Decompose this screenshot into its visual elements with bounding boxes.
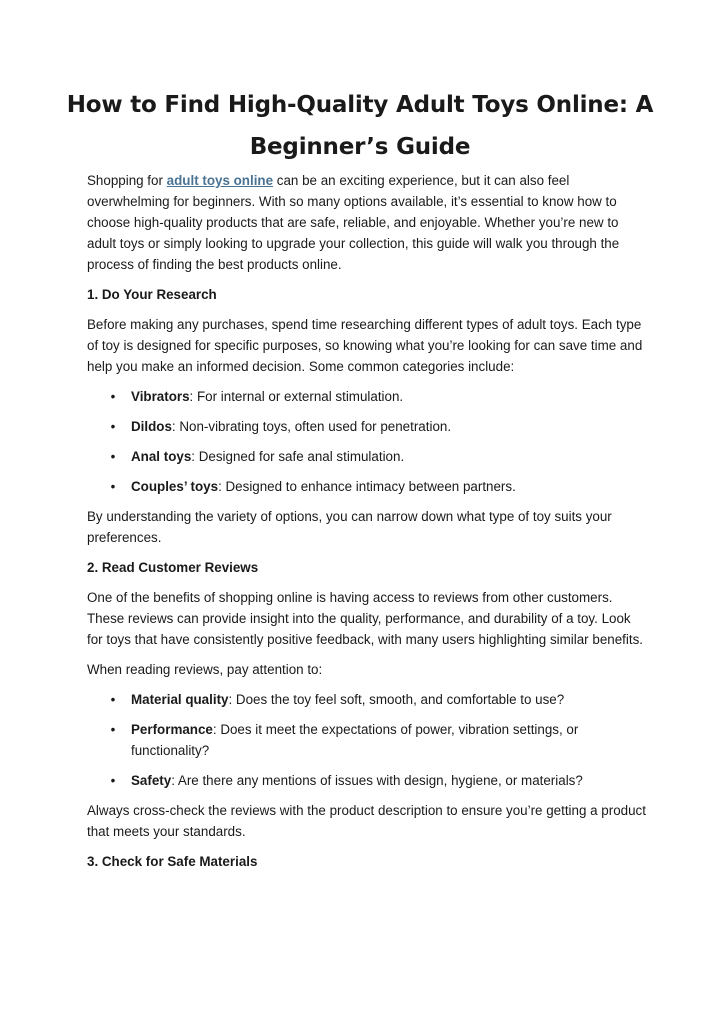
bullet-icon: • (110, 389, 116, 404)
list-item-desc: : For internal or external stimulation. (189, 389, 404, 404)
list-item-desc: : Non-vibrating toys, often used for penetration. (171, 419, 452, 434)
article-body (87, 170, 647, 881)
page-title: How to Find High-Quality Adult Toys Online: A Beginner’s Guide (66, 92, 654, 160)
section-2-closing: Always cross-check the reviews with the product description to ensure you’re getting a product that meets your standards. (87, 803, 646, 839)
adult-toys-online-link[interactable]: adult toys online (166, 173, 274, 188)
list-item (87, 446, 647, 467)
bullet-icon: • (110, 449, 116, 464)
list-item-term: Material quality (131, 692, 229, 707)
list-item (87, 770, 647, 791)
section-3-heading: 3. Check for Safe Materials (87, 854, 258, 869)
list-item-term: Safety (131, 773, 172, 788)
intro-text-start: Shopping for (87, 173, 167, 188)
list-item (87, 476, 647, 497)
bullet-icon: • (110, 419, 116, 434)
list-item-term: Couples’ toys (131, 479, 219, 494)
section-1-paragraph: Before making any purchases, spend time researching different types of adult toys. Each type of toy is designed for specific purposes, so knowing what you’re looking for can save time and help you make an informed decision. Some common categories include: (87, 317, 643, 374)
bullet-icon: • (110, 479, 116, 494)
list-item-term: Anal toys (131, 449, 192, 464)
list-item (87, 416, 647, 437)
list-item-term: Dildos (131, 419, 172, 434)
list-item (87, 689, 647, 710)
list-item-desc: : Designed for safe anal stimulation. (191, 449, 405, 464)
intro-paragraph (87, 170, 647, 275)
list-item-desc: : Are there any mentions of issues with design, hygiene, or materials? (171, 773, 583, 788)
bullet-icon: • (110, 692, 116, 707)
list-item-desc: : Does it meet the expectations of power, vibration settings, or functionality? (131, 722, 579, 758)
bullet-icon: • (110, 773, 116, 788)
intro-text-rest: can be an exciting experience, but it can also feel overwhelming for beginners. With so many options available, it’s essential to know how to choose high-quality products that are safe, reliable, and enjoyable. Whether you’re new to adult toys or simply looking to upgrade your collection, this guide will walk you through the process of finding the best products online. (87, 173, 620, 272)
list-item-term: Performance (131, 722, 213, 737)
section-1-list (87, 386, 647, 497)
section-1-heading: 1. Do Your Research (87, 287, 217, 302)
list-item-desc: : Does the toy feel soft, smooth, and comfortable to use? (228, 692, 565, 707)
section-1-closing: By understanding the variety of options, you can narrow down what type of toy suits your preferences. (87, 509, 612, 545)
list-item-term: Vibrators (131, 389, 190, 404)
section-2-paragraph: One of the benefits of shopping online is having access to reviews from other customers. These reviews can provide insight into the quality, performance, and durability of a toy. Look for toys that have consistently positive feedback, with many users highlighting similar benefits. (87, 590, 643, 647)
section-2-list (87, 689, 647, 791)
list-item (87, 719, 647, 761)
bullet-icon: • (110, 722, 116, 737)
list-item (87, 386, 647, 407)
section-2-heading: 2. Read Customer Reviews (87, 560, 259, 575)
list-item-desc: : Designed to enhance intimacy between partners. (218, 479, 516, 494)
section-2-lead: When reading reviews, pay attention to: (87, 662, 323, 677)
